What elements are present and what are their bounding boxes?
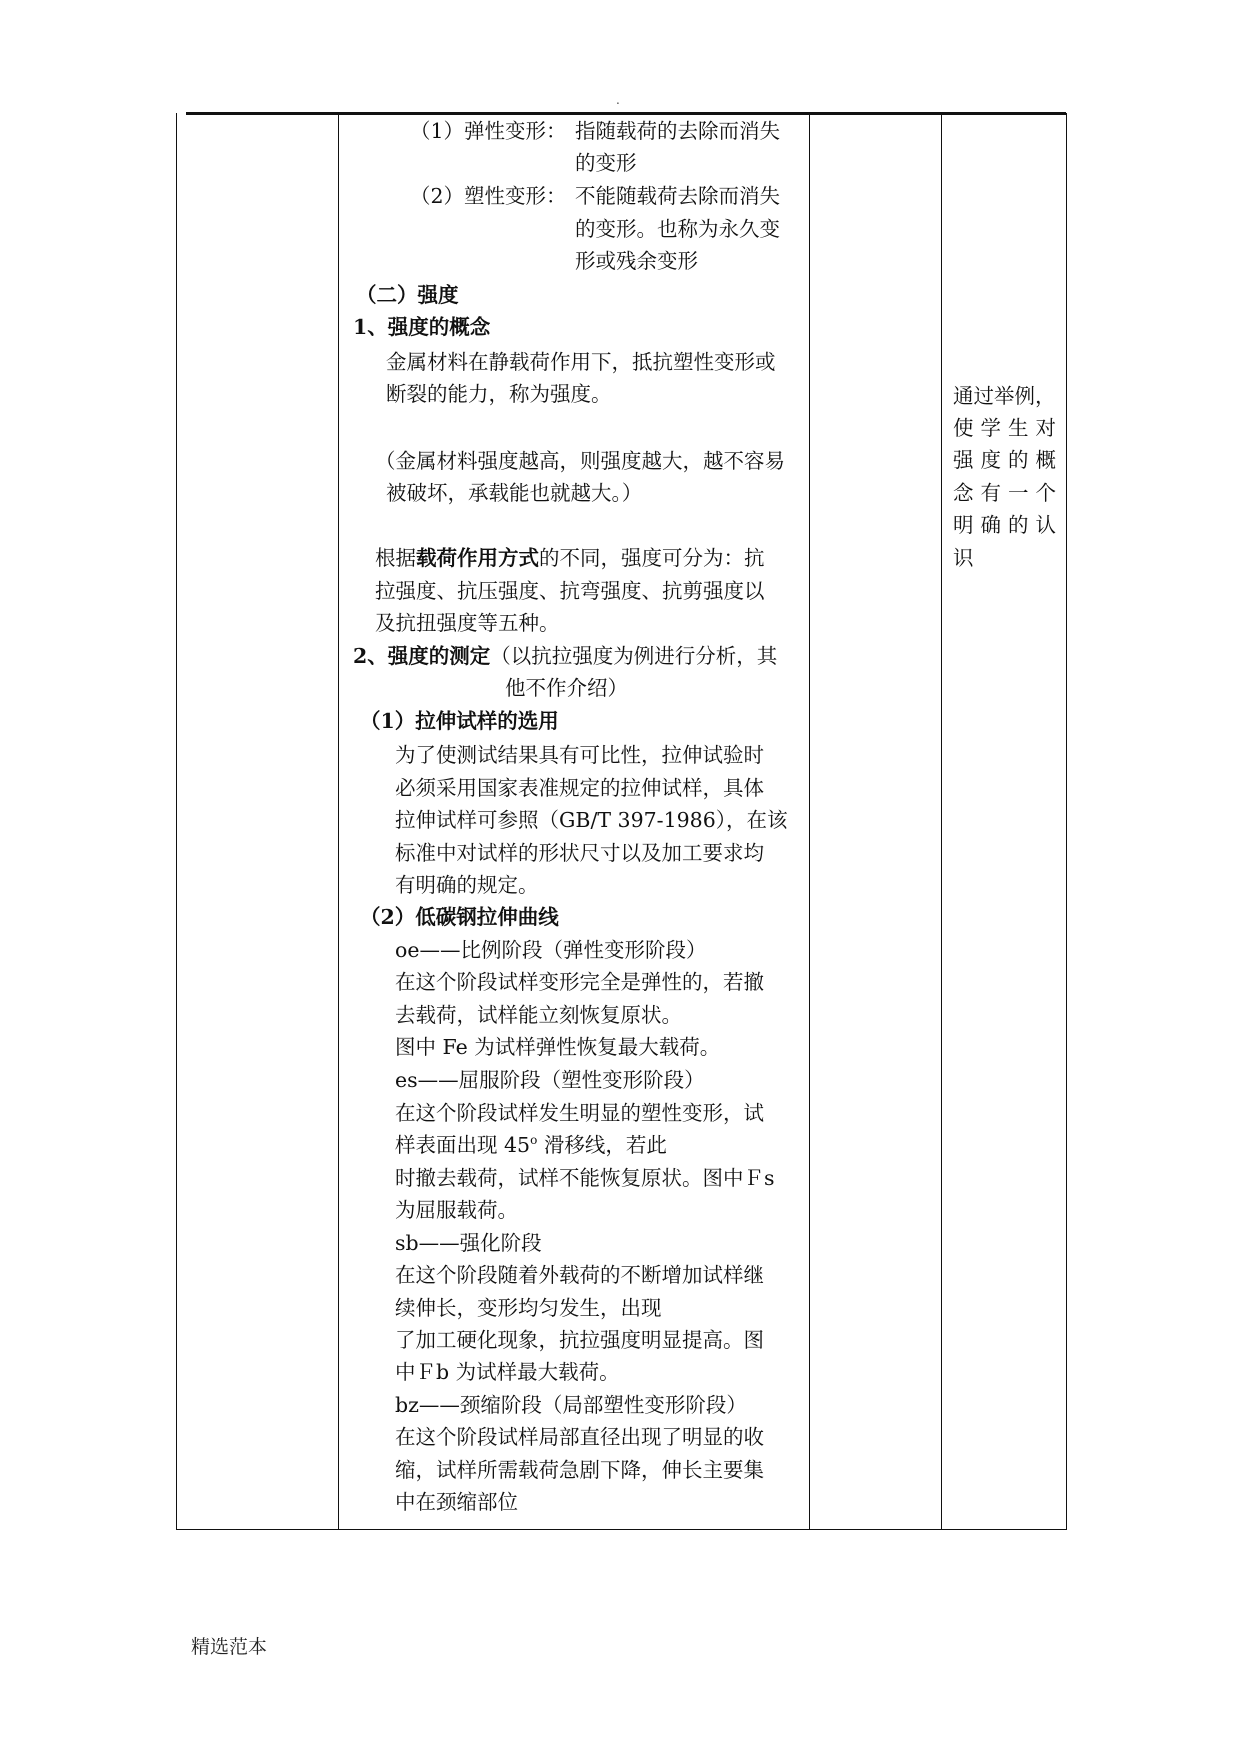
remarks-line-6: 识 <box>953 546 974 570</box>
stage-sb-line-1: 在这个阶段随着外载荷的不断增加试样继 <box>395 1263 764 1287</box>
strength-types-line-2: 拉强度、抗压强度、抗弯强度、抗剪强度以 <box>375 579 765 603</box>
heading-strength-measurement: 2、强度的测定 <box>353 644 491 668</box>
remarks-line-5: 明确的认 <box>953 513 1056 537</box>
stage-sb-line-3: 了加工硬化现象，抗拉强度明显提高。图 <box>395 1328 764 1352</box>
sample-line-3: 拉伸试样可参照（GB/T 397-1986），在该 <box>395 808 788 832</box>
table-column-divider-1 <box>338 113 339 1530</box>
stage-es-line-2-start: 样表面出现 45 <box>395 1133 531 1157</box>
strength-types-suffix: 的不同，强度可分为：抗 <box>539 546 765 570</box>
sample-line-2: 必须采用国家表准规定的拉伸试样，具体 <box>395 776 764 800</box>
table-border-left <box>176 113 177 1530</box>
measurement-note: （以抗拉强度为例进行分析，其 <box>490 644 778 668</box>
concept-line-2: 断裂的能力，称为强度。 <box>386 382 612 406</box>
stage-bz-line-2: 缩，试样所需载荷急剧下降，伸长主要集 <box>395 1458 764 1482</box>
stage-bz-line-3: 中在颈缩部位 <box>395 1490 518 1514</box>
stage-sb-line-4: 中Ｆb 为试样最大载荷。 <box>395 1360 620 1384</box>
def-elastic-text: 指随载荷的去除而消失 <box>575 119 780 143</box>
table-column-divider-2 <box>809 113 810 1530</box>
def-plastic-label: （2）塑性变形： <box>410 184 567 208</box>
stage-es-line-3: 时撤去载荷，试样不能恢复原状。图中Ｆs <box>395 1166 775 1190</box>
table-column-divider-3 <box>941 113 942 1530</box>
stage-es-line-2-end: 滑移线，若此 <box>537 1133 667 1157</box>
table-border-bottom <box>176 1529 1067 1530</box>
stage-bz-line-1: 在这个阶段试样局部直径出现了明显的收 <box>395 1425 764 1449</box>
def-plastic-text: 不能随载荷去除而消失 <box>575 184 780 208</box>
def-plastic-text-cont: 的变形。也称为永久变 <box>575 217 780 241</box>
stage-oe-line-2: 去载荷，试样能立刻恢复原状。 <box>395 1003 682 1027</box>
stage-es-line-1: 在这个阶段试样发生明显的塑性变形，试 <box>395 1101 764 1125</box>
strength-types-line-1 <box>375 546 765 570</box>
sample-line-4: 标准中对试样的形状尺寸以及加工要求均 <box>395 841 764 865</box>
measurement-note-cont: 他不作介绍） <box>505 676 628 700</box>
stage-es-title: es——屈服阶段（塑性变形阶段） <box>395 1068 705 1092</box>
heading-tensile-sample: （1）拉伸试样的选用 <box>360 709 559 733</box>
footer-label: 精选范本 <box>191 1636 268 1658</box>
degree-superscript: o <box>530 1133 538 1148</box>
stage-oe-line-1: 在这个阶段试样变形完全是弹性的，若撤 <box>395 970 764 994</box>
remarks-line-1: 通过举例， <box>953 384 1056 408</box>
heading-strength-concept: 1、强度的概念 <box>353 315 491 339</box>
strength-types-prefix: 根据 <box>375 546 416 570</box>
stage-oe-line-3: 图中 Fe 为试样弹性恢复最大载荷。 <box>395 1035 721 1059</box>
stage-oe-title: oe——比例阶段（弹性变形阶段） <box>395 938 707 962</box>
sample-line-5: 有明确的规定。 <box>395 873 539 897</box>
def-elastic-label: （1）弹性变形： <box>410 119 567 143</box>
stage-es-line-4: 为屈服载荷。 <box>395 1198 518 1222</box>
section-strength-heading: （二）强度 <box>356 283 459 307</box>
remarks-line-3: 强度的概 <box>953 448 1056 472</box>
note-line-1: （金属材料强度越高，则强度越大，越不容易 <box>375 449 785 473</box>
remarks-line-2: 使学生对 <box>953 416 1056 440</box>
remarks-line-4: 念有一个 <box>953 481 1056 505</box>
def-elastic-text-cont: 的变形 <box>575 151 637 175</box>
heading-tensile-curve: （2）低碳钢拉伸曲线 <box>360 905 559 929</box>
strength-types-line-3: 及抗扭强度等五种。 <box>375 611 560 635</box>
concept-line-1: 金属材料在静载荷作用下，抵抗塑性变形或 <box>386 350 776 374</box>
table-border-right <box>1066 113 1067 1530</box>
heading-strength-measurement-line <box>353 644 777 668</box>
stage-sb-title: sb——强化阶段 <box>395 1231 542 1255</box>
def-plastic-text-end: 形或残余变形 <box>575 249 698 273</box>
note-line-2: 被破坏，承载能也就越大。） <box>386 481 643 505</box>
stage-bz-title: bz——颈缩阶段（局部塑性变形阶段） <box>395 1393 747 1417</box>
strength-types-keyword: 载荷作用方式 <box>416 546 539 570</box>
stage-es-line-2 <box>395 1133 667 1157</box>
header-mark: . <box>616 93 620 107</box>
stage-sb-line-2: 续伸长，变形均匀发生，出现 <box>395 1296 662 1320</box>
sample-line-1: 为了使测试结果具有可比性，拉伸试验时 <box>395 743 764 767</box>
